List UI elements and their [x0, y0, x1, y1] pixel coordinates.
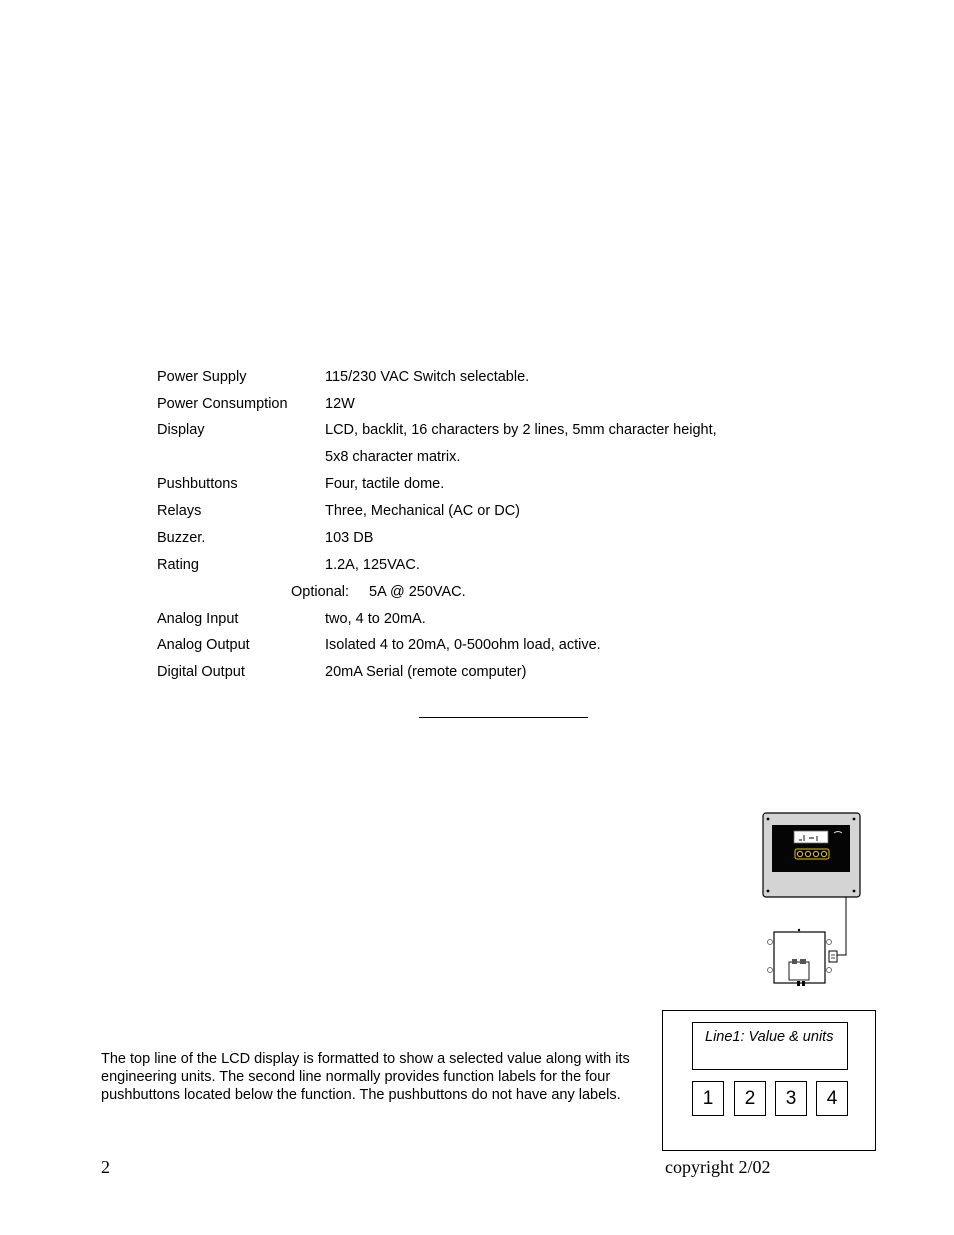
- lcd-layout-diagram: [662, 1010, 876, 1151]
- spec-label: Rating: [157, 557, 199, 573]
- spec-label: Optional:: [291, 584, 350, 600]
- spec-label: Relays: [157, 503, 202, 519]
- spec-row-display-continued: [157, 446, 777, 472]
- spec-row-analog-output: [157, 634, 777, 660]
- spec-row-buzzer: [157, 527, 777, 553]
- page-number: 2: [101, 1157, 110, 1177]
- spec-row-pushbuttons: [157, 473, 777, 499]
- spec-value: 12W: [325, 396, 355, 412]
- copyright-notice: copyright 2/02: [665, 1157, 771, 1177]
- lcd-screen-line1: Line1: Value & units: [692, 1022, 848, 1070]
- spec-row-power-supply: [157, 366, 777, 392]
- spec-value: two, 4 to 20mA.: [325, 611, 426, 627]
- spec-value: Three, Mechanical (AC or DC): [325, 503, 520, 519]
- pushbutton-1: 1: [692, 1081, 724, 1116]
- controller-unit-illustration: [762, 812, 877, 992]
- pushbutton-2: 2: [734, 1081, 766, 1116]
- spec-label: Analog Output: [157, 637, 250, 653]
- spec-row-digital-output: [157, 661, 777, 687]
- spec-value: Isolated 4 to 20mA, 0-500ohm load, active.: [325, 637, 601, 653]
- spec-label: Analog Input: [157, 611, 239, 627]
- lcd-description-paragraph: The top line of the LCD display is formatted to show a selected value along with its engineering units. The second line normally provides function labels for the four pushbuttons located below the function. The pushbuttons do not have any labels.: [101, 1051, 630, 1103]
- spec-row-rating: [157, 554, 777, 580]
- spec-row-power-consumption: [157, 393, 777, 419]
- spec-label: Power Consumption: [157, 396, 288, 412]
- spec-row-relays: [157, 500, 777, 526]
- spec-label: Digital Output: [157, 664, 245, 680]
- pushbutton-4: 4: [816, 1081, 848, 1116]
- spec-row-display: [157, 419, 777, 445]
- spec-value: 103 DB: [325, 530, 374, 546]
- spec-label: Display: [157, 422, 205, 438]
- spec-value: 5A @ 250VAC.: [369, 584, 466, 600]
- section-divider: [419, 717, 588, 718]
- spec-row-analog-input: [157, 608, 777, 634]
- spec-value: LCD, backlit, 16 characters by 2 lines, 5mm character height,: [325, 422, 717, 438]
- pushbutton-3: 3: [775, 1081, 807, 1116]
- spec-value: 115/230 VAC Switch selectable.: [325, 369, 530, 385]
- spec-value: Four, tactile dome.: [325, 476, 445, 492]
- spec-label: Pushbuttons: [157, 476, 238, 492]
- spec-value: 20mA Serial (remote computer): [325, 664, 527, 680]
- spec-label: Buzzer.: [157, 530, 206, 546]
- spec-label: Power Supply: [157, 369, 247, 385]
- spec-row-optional-rating: [157, 581, 777, 607]
- spec-value: 5x8 character matrix.: [325, 449, 461, 465]
- spec-value: 1.2A, 125VAC.: [325, 557, 420, 573]
